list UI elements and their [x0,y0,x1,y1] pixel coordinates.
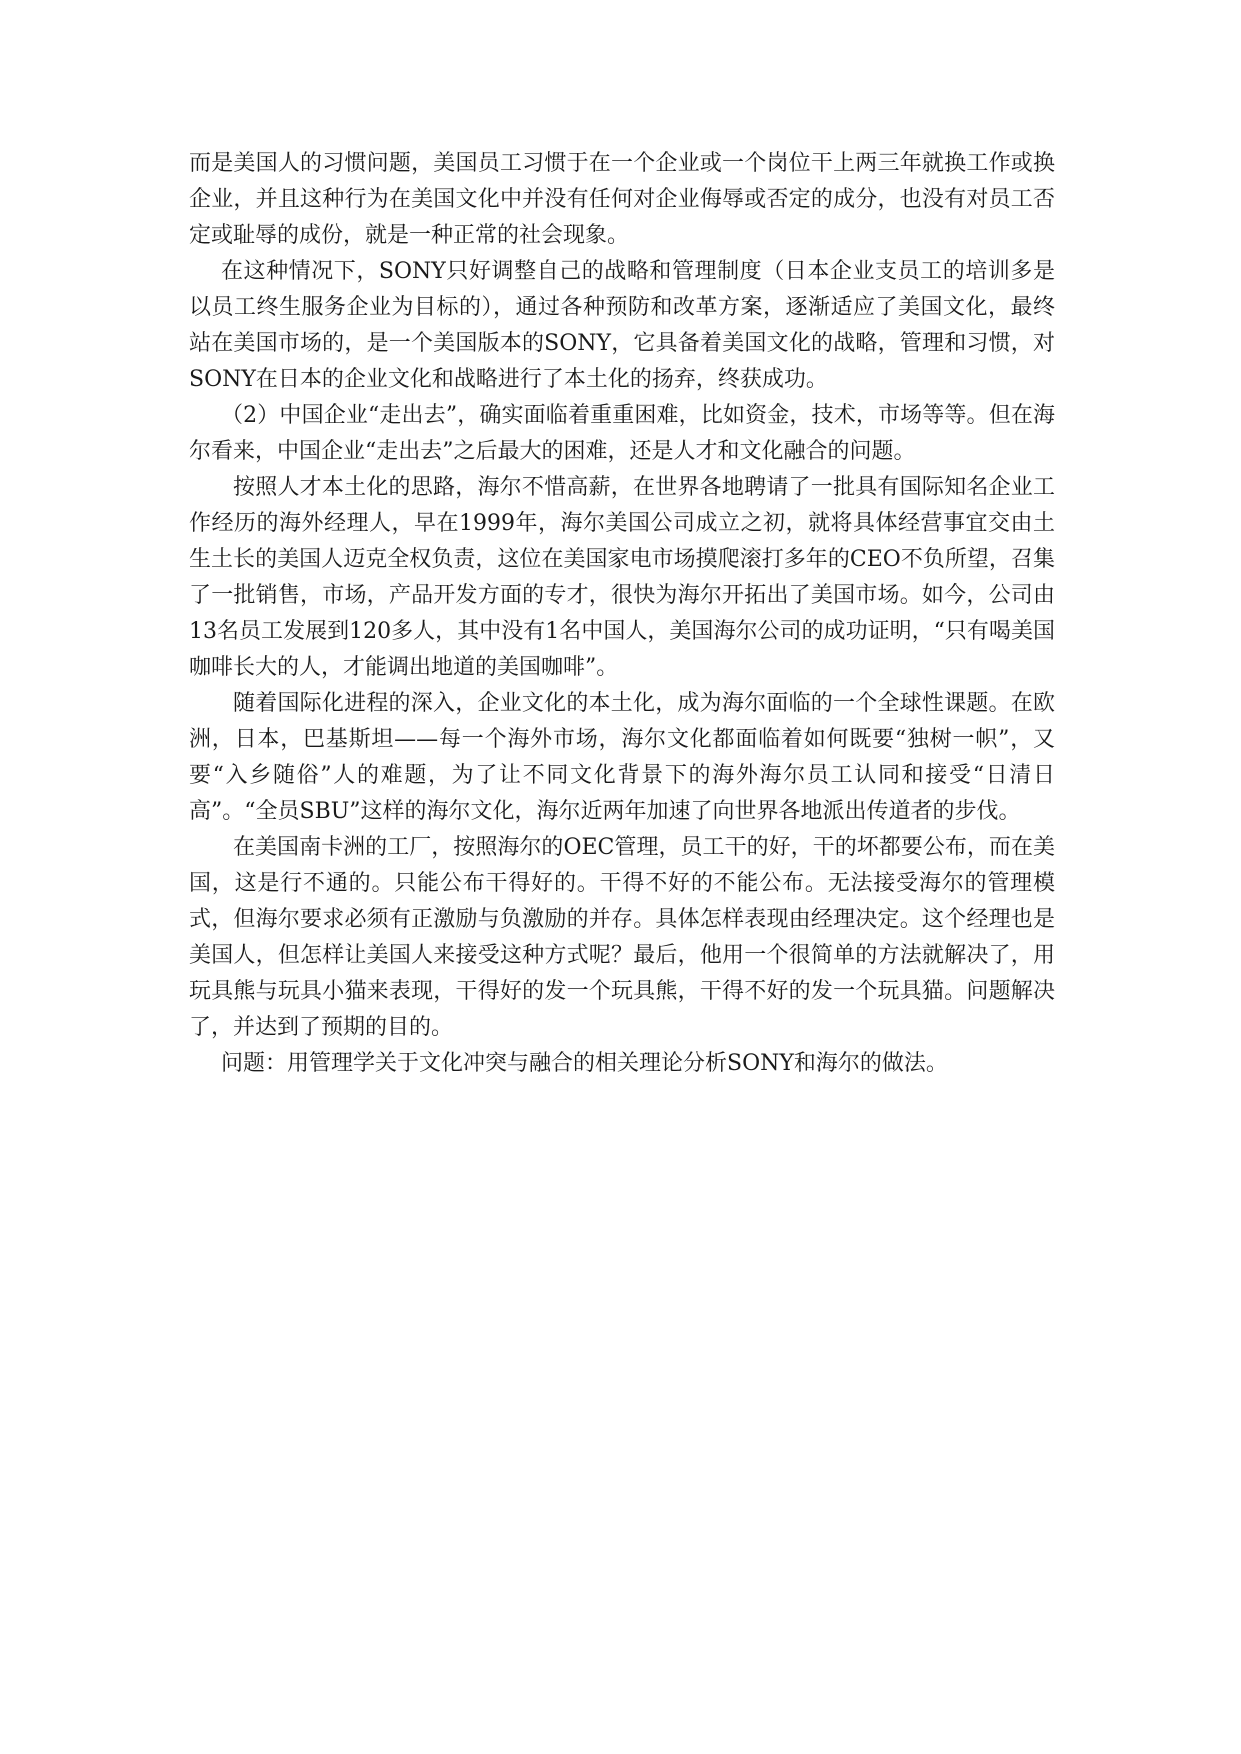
paragraph-haier-oec: 在美国南卡洲的工厂，按照海尔的OEC管理，员工干的好，干的坏都要公布，而在美国，这是行不通的。只能公布干得好的。干得不好的不能公布。无法接受海尔的管理模式，但海尔要求必须有正激励与负激励的并存。具体怎样表现由经理决定。这个经理也是美国人，但怎样让美国人来接受这种方式呢？最后，他用一个很简单的方法就解决了，用玩具熊与玩具小猫来表现，干得好的发一个玩具熊，干得不好的发一个玩具猫。问题解决了，并达到了预期的目的。 [189,835,1055,1040]
paragraph-question: 问题：用管理学关于文化冲突与融合的相关理论分析SONY和海尔的做法。 [221,1051,948,1076]
paragraph-haier-culture: 随着国际化进程的深入，企业文化的本土化，成为海尔面临的一个全球性课题。在欧洲，日本，巴基斯坦——每一个海外市场，海尔文化都面临着如何既要“独树一帜”，又要“入乡随俗”人的难题，为了让不同文化背景下的海外海尔员工认同和接受“日清日高”。“全员SBU”这样的海尔文化，海尔近两年加速了向世界各地派出传道者的步伐。 [189,691,1055,824]
document-body [189,146,1055,1082]
paragraph-haier-localization: 按照人才本土化的思路，海尔不惜高薪，在世界各地聘请了一批具有国际知名企业工作经历的海外经理人，早在1999年，海尔美国公司成立之初，就将具体经营事宜交由土生土长的美国人迈克全权负责，这位在美国家电市场摸爬滚打多年的CEO不负所望，召集了一批销售，市场，产品开发方面的专才，很快为海尔开拓出了美国市场。如今，公司由13名员工发展到120多人，其中没有1名中国人，美国海尔公司的成功证明，“只有喝美国咖啡长大的人，才能调出地道的美国咖啡”。 [189,475,1055,680]
paragraph-sony-adjustment: 在这种情况下，SONY只好调整自己的战略和管理制度（日本企业支员工的培训多是以员工终生服务企业为目标的），通过各种预防和改革方案，逐渐适应了美国文化，最终站在美国市场的，是一个美国版本的SONY，它具备着美国文化的战略，管理和习惯，对SONY在日本的企业文化和战略进行了本土化的扬弃，终获成功。 [189,259,1055,392]
paragraph-haier-going-out: （2）中国企业“走出去”，确实面临着重重困难，比如资金，技术，市场等等。但在海尔看来，中国企业“走出去”之后最大的困难，还是人才和文化融合的问题。 [189,403,1055,464]
paragraph-continuation: 而是美国人的习惯问题，美国员工习惯于在一个企业或一个岗位干上两三年就换工作或换企业，并且这种行为在美国文化中并没有任何对企业侮辱或否定的成分，也没有对员工否定或耻辱的成份，就是一种正常的社会现象。 [189,151,1055,248]
